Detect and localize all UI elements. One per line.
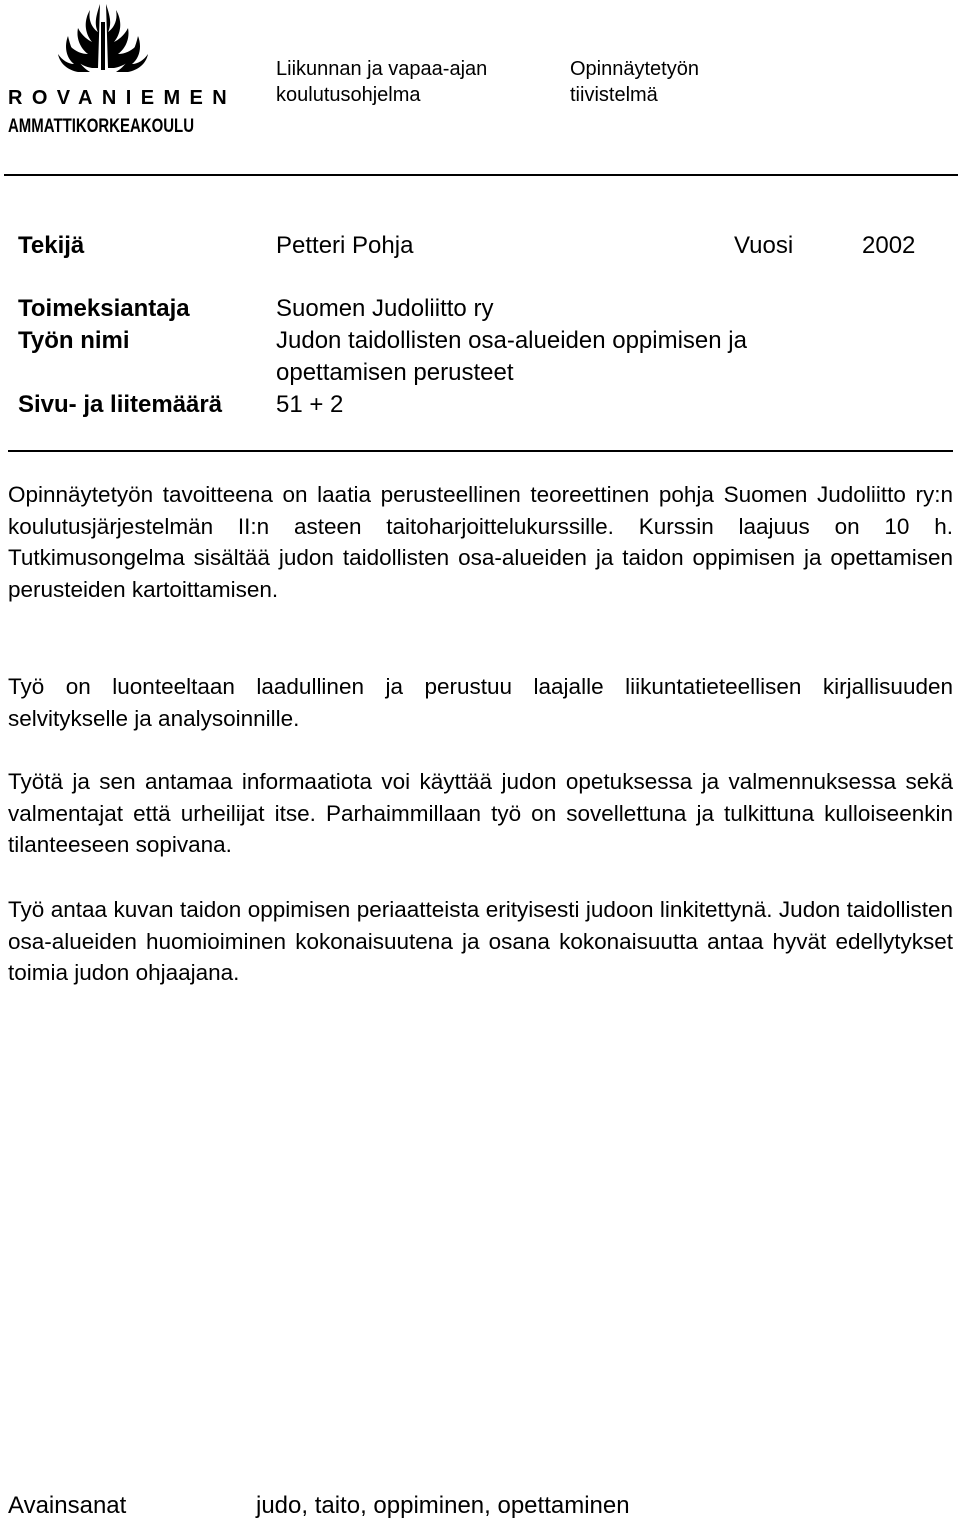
abstract-paragraph-2: Työ on luonteeltaan laadullinen ja perustuu laajalle liikuntatieteellisen kirjallisuuden selvitykselle ja analysoinnille. (8, 674, 953, 731)
program-line1: Liikunnan ja vapaa-ajan (276, 58, 488, 80)
year-value: 2002 (862, 232, 916, 259)
school-logo (8, 2, 237, 138)
header-divider (4, 174, 958, 176)
abstract-paragraph-3: Työtä ja sen antamaa informaatiota voi käyttää judon opetuksessa ja valmennuksessa sekä valmentajat että urheilijat itse. Parhaimmillaan työ on sovellettuna ja tulkittuna kulloiseenkin tilanteeseen sopivana. (8, 769, 953, 857)
title-label: Työn nimi (18, 327, 130, 354)
program-name (276, 56, 487, 108)
title-line2: opettamisen perusteet (276, 359, 514, 386)
pages-label: Sivu- ja liitemäärä (18, 391, 223, 418)
commissioner-label: Toimeksiantaja (18, 295, 190, 322)
pages-value: 51 + 2 (276, 391, 344, 418)
meta-divider (8, 450, 953, 452)
year-label: Vuosi (734, 232, 794, 259)
author-value: Petteri Pohja (276, 232, 414, 259)
keywords-value: judo, taito, oppiminen, opettaminen (256, 1492, 630, 1519)
title-line1: Judon taidollisten osa-alueiden oppimisen ja (276, 327, 747, 354)
author-label: Tekijä (18, 232, 85, 259)
abstract-paragraph-4: Työ antaa kuvan taidon oppimisen periaatteista erityisesti judoon linkitettynä. Judon taidollisten osa-alueiden huomioiminen kokonaisuutena ja osana kokonaisuutta antaa hyvät edellytykset toimia judon ohjaajana. (8, 897, 953, 985)
program-line2: koulutusohjelma (276, 84, 421, 106)
doctype-line2: tiivistelmä (570, 84, 658, 106)
logo-line2: AMMATTIKORKEAKOULU (8, 116, 194, 137)
logo-line1: ROVANIEMEN (8, 87, 237, 109)
abstract-paragraph-1: Opinnäytetyön tavoitteena on laatia perusteellinen teoreettinen pohja Suomen Judoliitto ry:n koulutusjärjestelmän II:n asteen taitoharjoittelukurssille. Kurssin laajuus on 10 h. Tutkimusongelma sisältää judon taidollisten osa-alueiden ja taidon oppimisen ja opettamisen perusteiden kartoittamisen. (8, 482, 953, 602)
doctype-line1: Opinnäytetyön (570, 58, 699, 80)
keywords-label: Avainsanat (8, 1492, 127, 1519)
flame-emblem-icon (8, 2, 237, 138)
document-type (570, 56, 699, 108)
commissioner-value: Suomen Judoliitto ry (276, 295, 494, 322)
